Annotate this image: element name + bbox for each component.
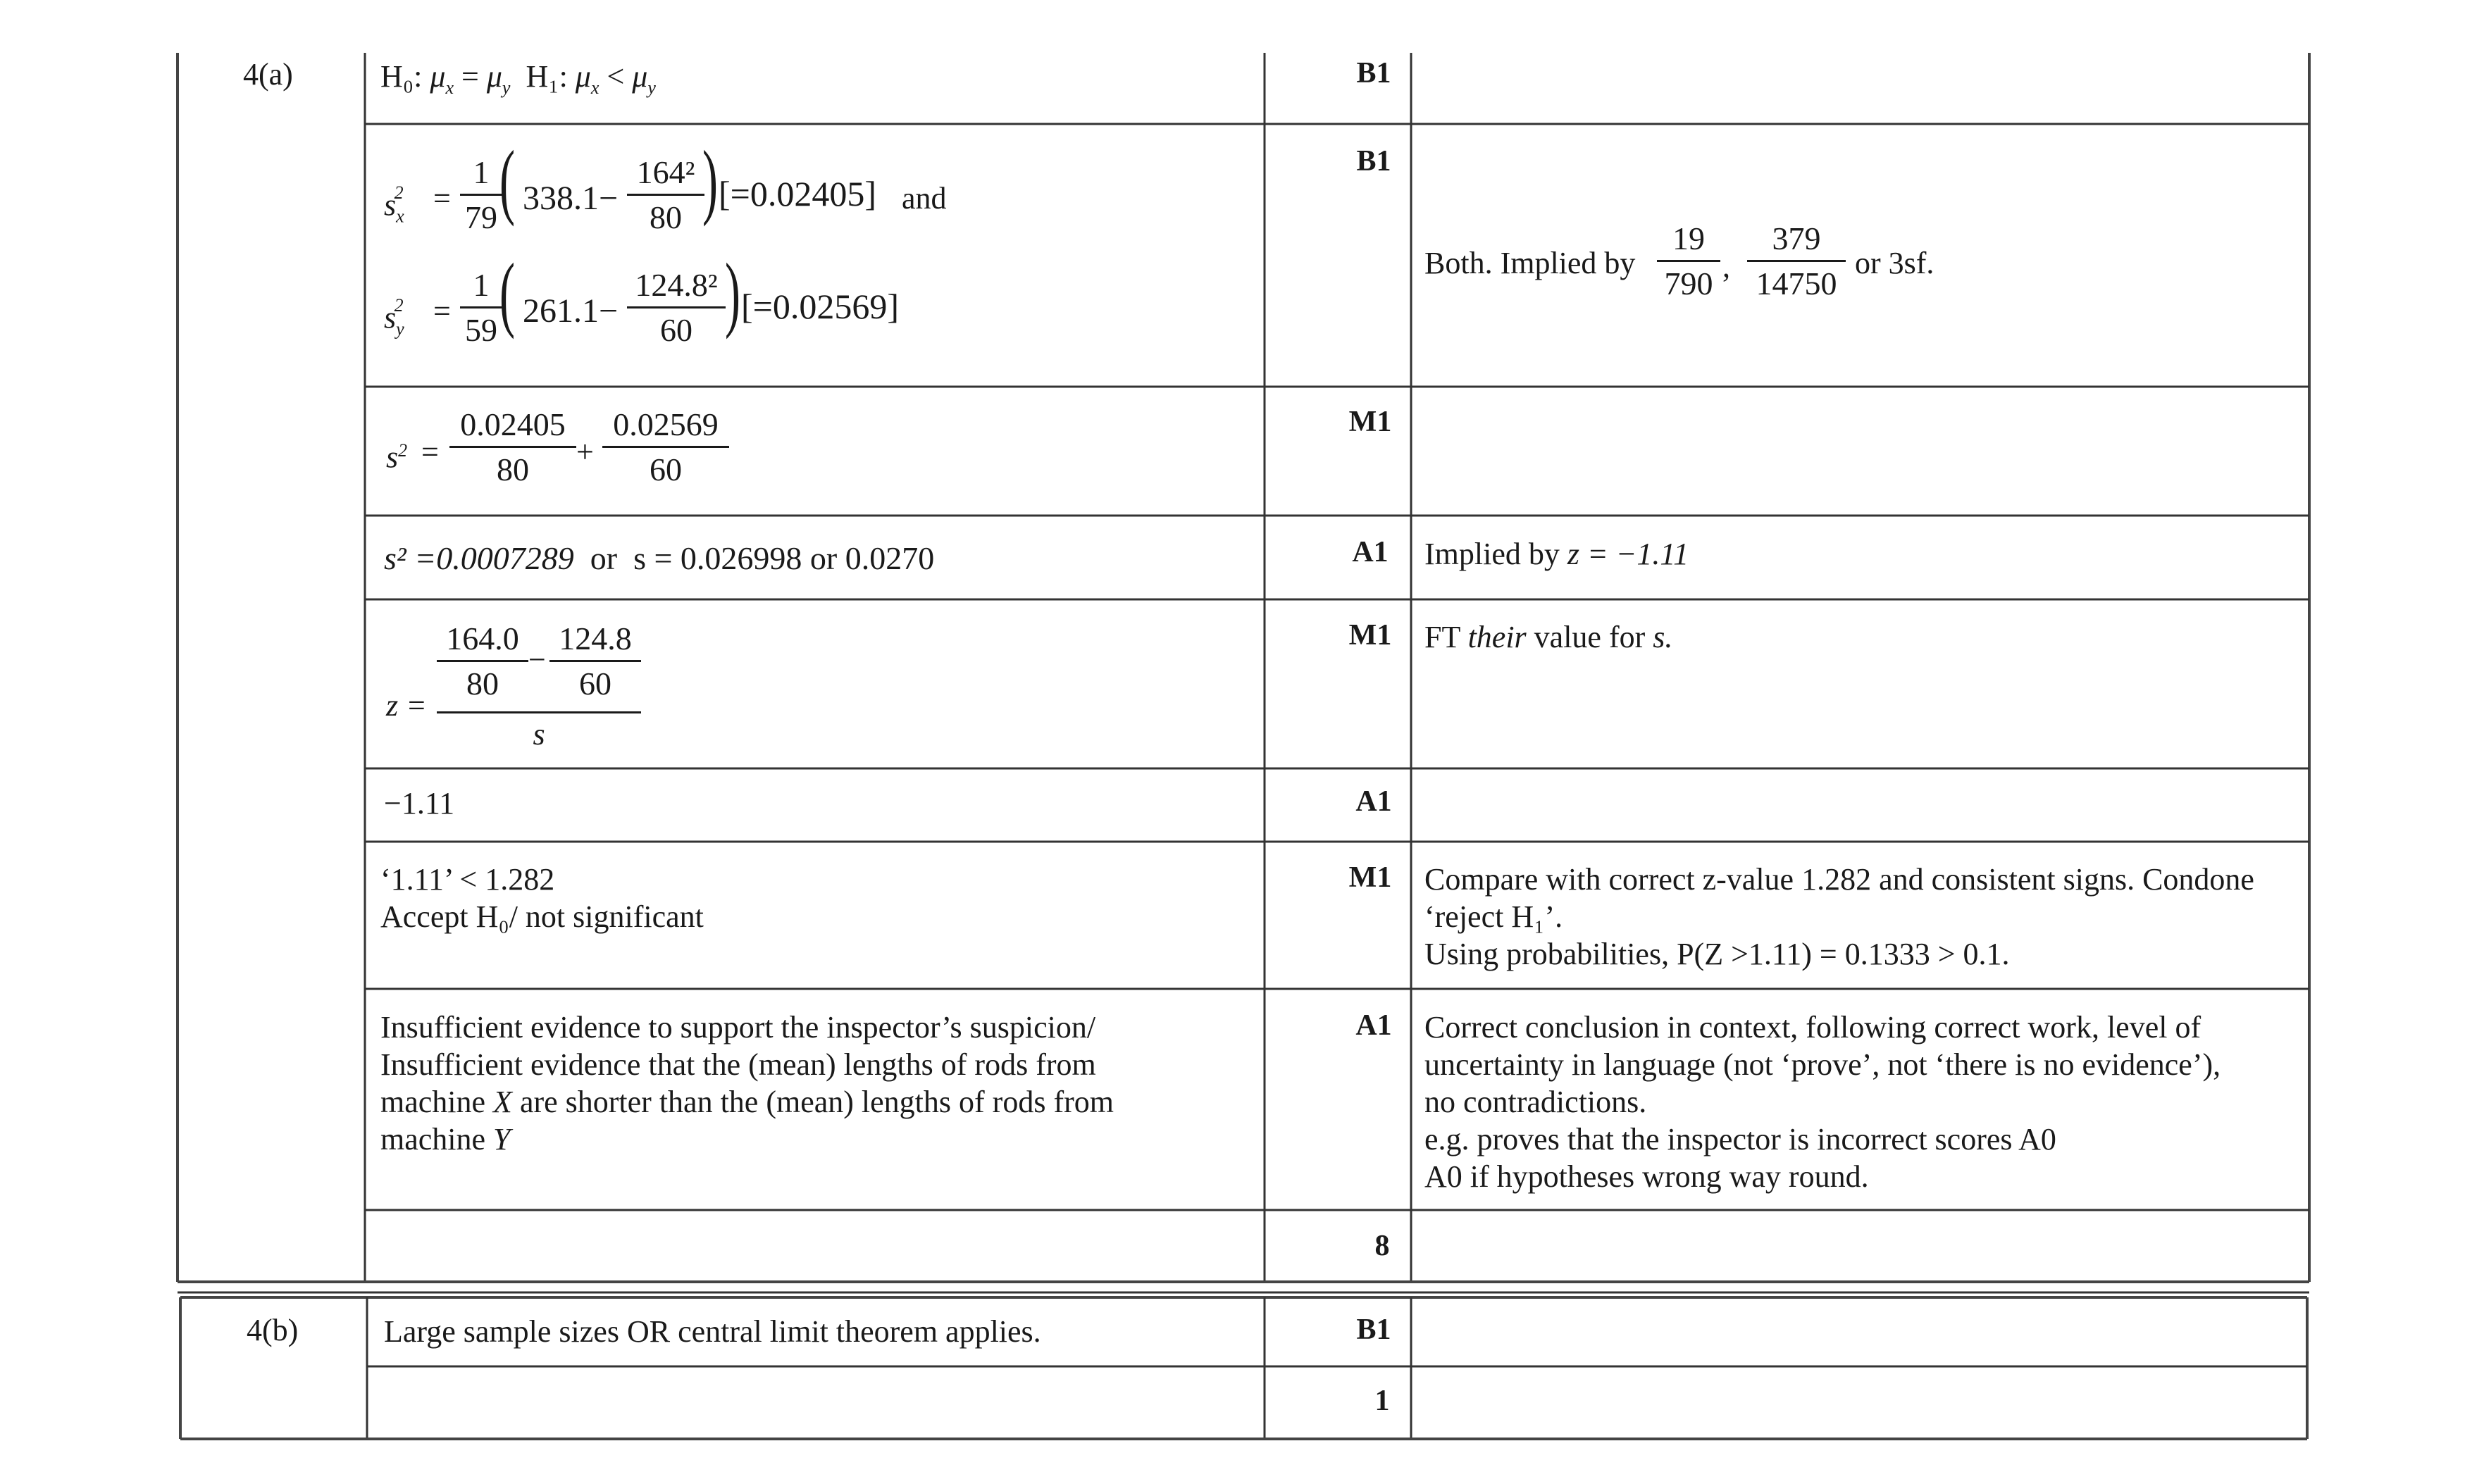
hypotheses: H₀: $\mu_x = \mu_y$ H₁: $\mu_x < \mu_y$ (380, 59, 656, 98)
implied-note: Implied by z = −1.11 (1424, 537, 1689, 571)
combined-variance-value: s² =0.0007289 or s = 0.026998 or 0.0270 (384, 540, 935, 576)
mark-a1: A1 (1355, 1009, 1392, 1042)
z-value: −1.11 (384, 786, 455, 821)
question-label-4b: 4(b) (247, 1313, 299, 1347)
mark-b1: B1 (1356, 1314, 1391, 1346)
mark-b1: B1 (1356, 145, 1391, 177)
total-marks-b: 1 (1374, 1385, 1390, 1417)
part-b-answer: Large sample sizes OR central limit theorem applies. (384, 1314, 1041, 1349)
question-label-4a: 4(a) (243, 57, 293, 92)
mark-m1: M1 (1348, 406, 1392, 438)
mark-m1: M1 (1348, 619, 1392, 651)
comparison-answer: ‘1.11’ < 1.282 Accept H₀/ not significant (380, 862, 704, 934)
conclusion-answer: Insufficient evidence to support the inspector’s suspicion/ Insufficient evidence that the (mean) lengths of rods from machine X are shorter than the (mean) lengths of rods from machine Y (380, 1010, 1114, 1156)
total-marks-a: 8 (1374, 1230, 1390, 1262)
conclusion-guidance: Correct conclusion in context, following correct work, level of uncertainty in language (not ‘prove’, not ‘there is no evidence’), no contradictions. e.g. proves that the inspector is incorrect scores A0 A0 if hypotheses wrong way round. (1424, 1010, 2221, 1194)
comparison-guidance: Compare with correct z-value 1.282 and consistent signs. Condone ‘reject H₁’. Using probabilities, P(Z >1.11) = 0.1333 > 0.1. (1424, 862, 2254, 971)
mark-a1: A1 (1352, 536, 1389, 568)
mark-m1: M1 (1348, 861, 1392, 894)
follow-through-note: FT their value for s. (1424, 620, 1673, 654)
mark-a1: A1 (1355, 785, 1392, 818)
mark-b1: B1 (1356, 57, 1391, 89)
